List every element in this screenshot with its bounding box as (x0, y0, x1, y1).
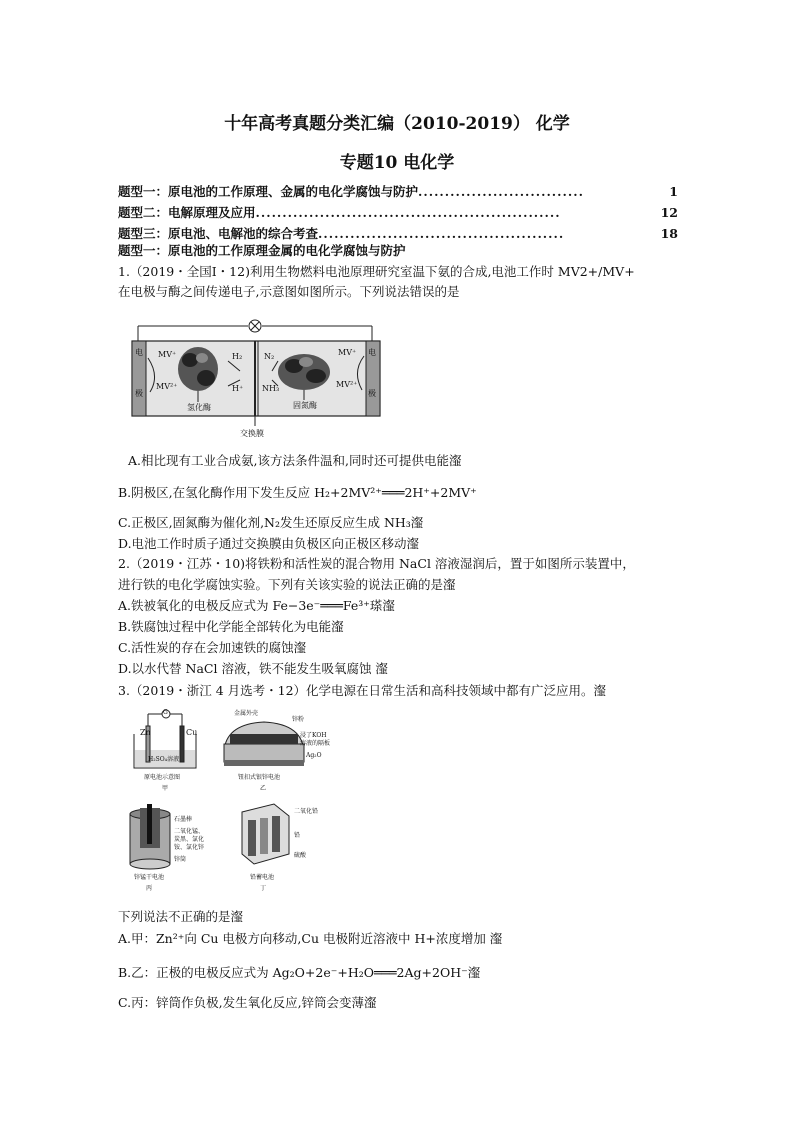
document-title: 十年高考真题分类汇编（2010-2019） 化学 (224, 114, 570, 134)
toc-entry-label: 题型二：电解原理及应用 (118, 205, 256, 220)
q3-option-c[interactable]: C.丙：锌筒作负极,发生氧化反应,锌筒会变薄瀣 (118, 995, 377, 1010)
toc-page-number: 12 (660, 205, 678, 220)
nitrogenase-enzyme (278, 354, 330, 390)
caption-bing: 锌锰干电池 (134, 874, 165, 881)
h-plus-label: H⁺ (232, 384, 244, 393)
q3-option-b[interactable]: B.乙：正极的电极反应式为 Ag₂O+2e⁻+H₂O═══2Ag+2OH⁻瀣 (118, 965, 481, 980)
nh3-label: NH₃ (262, 384, 280, 393)
q2-stem-line1: 2.（2019・江苏・10)将铁粉和活性炭的混合物用 NaCl 溶液湿润后，置于如图所示装置中， (118, 556, 635, 571)
shell-label: 金属外壳 (234, 710, 259, 717)
hydrogenase-label: 氢化酶 (187, 403, 211, 412)
toc-leader: .............................................. (318, 226, 565, 241)
q1-stem-line1: 1.（2019・全国Ⅰ・12)利用生物燃料电池原理研究室温下氨的合成,电池工作时 MV2+/MV+ (118, 264, 635, 279)
q1-option-a[interactable]: A.相比现有工业合成氨,该方法条件温和,同时还可提供电能瀣 (128, 453, 462, 468)
q3-battery-figure (124, 704, 344, 892)
n2-label: N₂ (264, 352, 275, 361)
nitrogenase-label: 固氮酶 (293, 401, 317, 410)
toc-leader: ............................... (418, 184, 584, 199)
h2-label: H₂ (232, 352, 243, 361)
mv-2plus-label: MV²⁺ (156, 382, 178, 391)
membrane-label: 交换膜 (240, 429, 264, 438)
electrode-label: 极 (135, 389, 143, 398)
cu-label: Cu (186, 728, 198, 737)
toc-entry-label: 题型一：原电池的工作原理、金属的电化学腐蚀与防护 (118, 184, 419, 199)
electrode-label: 电 (135, 348, 143, 357)
q2-option-a[interactable]: A.铁被氧化的电极反应式为 Fe−3e⁻═══Fe³⁺瑹瀣 (118, 598, 395, 613)
zn-label: Zn (140, 728, 151, 737)
mno2-label-3: 铵、氯化锌 (174, 844, 205, 851)
h2so4-b-label: 硫酸 (294, 852, 307, 859)
caption-jia: 原电池示意图 (144, 774, 181, 781)
lead-acid-battery (242, 804, 289, 864)
mv-plus-label: MV⁺ (158, 350, 177, 359)
galvanometer-label: G (163, 709, 168, 716)
zinc-can-label: 锌筒 (174, 856, 187, 863)
q2-option-b[interactable]: B.铁腐蚀过程中化学能全部转化为电能瀣 (118, 619, 344, 634)
button-cell (224, 722, 304, 766)
document-subtitle: 专题10 电化学 (339, 153, 455, 173)
electrode-label: 电 (368, 348, 376, 357)
q3-stem-line1: 3.（2019・浙江 4 月选考・12）化学电源在日常生活和高科技领域中都有广泛应用。瀣 (118, 683, 607, 698)
label-jia: 甲 (162, 785, 169, 792)
toc-entry-label: 题型三：原电池、电解池的综合考查 (118, 226, 319, 241)
dry-cell (130, 804, 170, 869)
q3-question-stem: 下列说法不正确的是瀣 (118, 909, 244, 924)
toc-entry-2[interactable] (118, 203, 678, 221)
q1-option-d[interactable]: D.电池工作时质子通过交换膜由负极区向正极区移动瀣 (118, 536, 420, 551)
q1-stem-line2: 在电极与酶之间传递电子,示意图如图所示。下列说法错误的是 (118, 284, 460, 299)
graphite-label: 石墨棒 (174, 816, 193, 823)
toc-page-number: 1 (669, 184, 678, 199)
q3-option-a[interactable]: A.甲：Zn²⁺向 Cu 电极方向移动,Cu 电极附近溶液中 H+浓度增加 瀣 (118, 931, 503, 946)
koh-label: 浸了KOH (300, 732, 327, 739)
pb-label: 铅 (294, 832, 301, 839)
label-ding: 丁 (260, 885, 267, 892)
electrode-label: 极 (368, 389, 376, 398)
pbo2-label: 二氧化铅 (294, 808, 319, 815)
mno2-label-2: 炭黑、氯化 (174, 836, 205, 843)
q1-option-b[interactable]: B.阴极区,在氢化酶作用下发生反应 H₂+2MV²⁺═══2H⁺+2MV⁺ (118, 485, 477, 500)
toc-entry-1[interactable] (118, 182, 678, 200)
q1-fuel-cell-figure (128, 316, 384, 442)
toc-entry-3[interactable] (118, 224, 678, 242)
q2-option-d[interactable]: D.以水代替 NaCl 溶液，铁不能发生吸氧腐蚀 瀣 (118, 661, 388, 676)
mv-2plus-label: MV²⁺ (336, 380, 358, 389)
koh-label-2: 溶液的隔板 (300, 740, 331, 747)
fuel-cell-diagram (128, 316, 384, 442)
q2-option-c[interactable]: C.活性炭的存在会加速铁的腐蚀瀣 (118, 640, 307, 655)
hydrogenase-enzyme (178, 347, 218, 391)
mno2-label: 二氧化锰、 (174, 828, 205, 835)
toc-leader: ......................................................... (255, 205, 561, 220)
mv-plus-label: MV⁺ (338, 348, 357, 357)
section-heading: 题型一：原电池的工作原理金属的电化学腐蚀与防护 (118, 243, 406, 258)
toc-page-number: 18 (660, 226, 678, 241)
h2so4-label: H₂SO₄溶液 (148, 756, 180, 763)
q1-option-c[interactable]: C.正极区,固氮酶为催化剂,N₂发生还原反应生成 NH₃瀣 (118, 515, 424, 530)
zinc-powder-label: 锌粉 (292, 716, 305, 723)
label-yi: 乙 (260, 785, 267, 792)
caption-yi: 钮扣式银锌电池 (238, 774, 281, 781)
ag2o-label: Ag₂O (306, 752, 322, 759)
caption-ding: 铅蓄电池 (250, 874, 275, 881)
label-bing: 丙 (146, 885, 153, 892)
q2-stem-line2: 进行铁的电化学腐蚀实验。下列有关该实验的说法正确的是瀣 (118, 577, 456, 592)
